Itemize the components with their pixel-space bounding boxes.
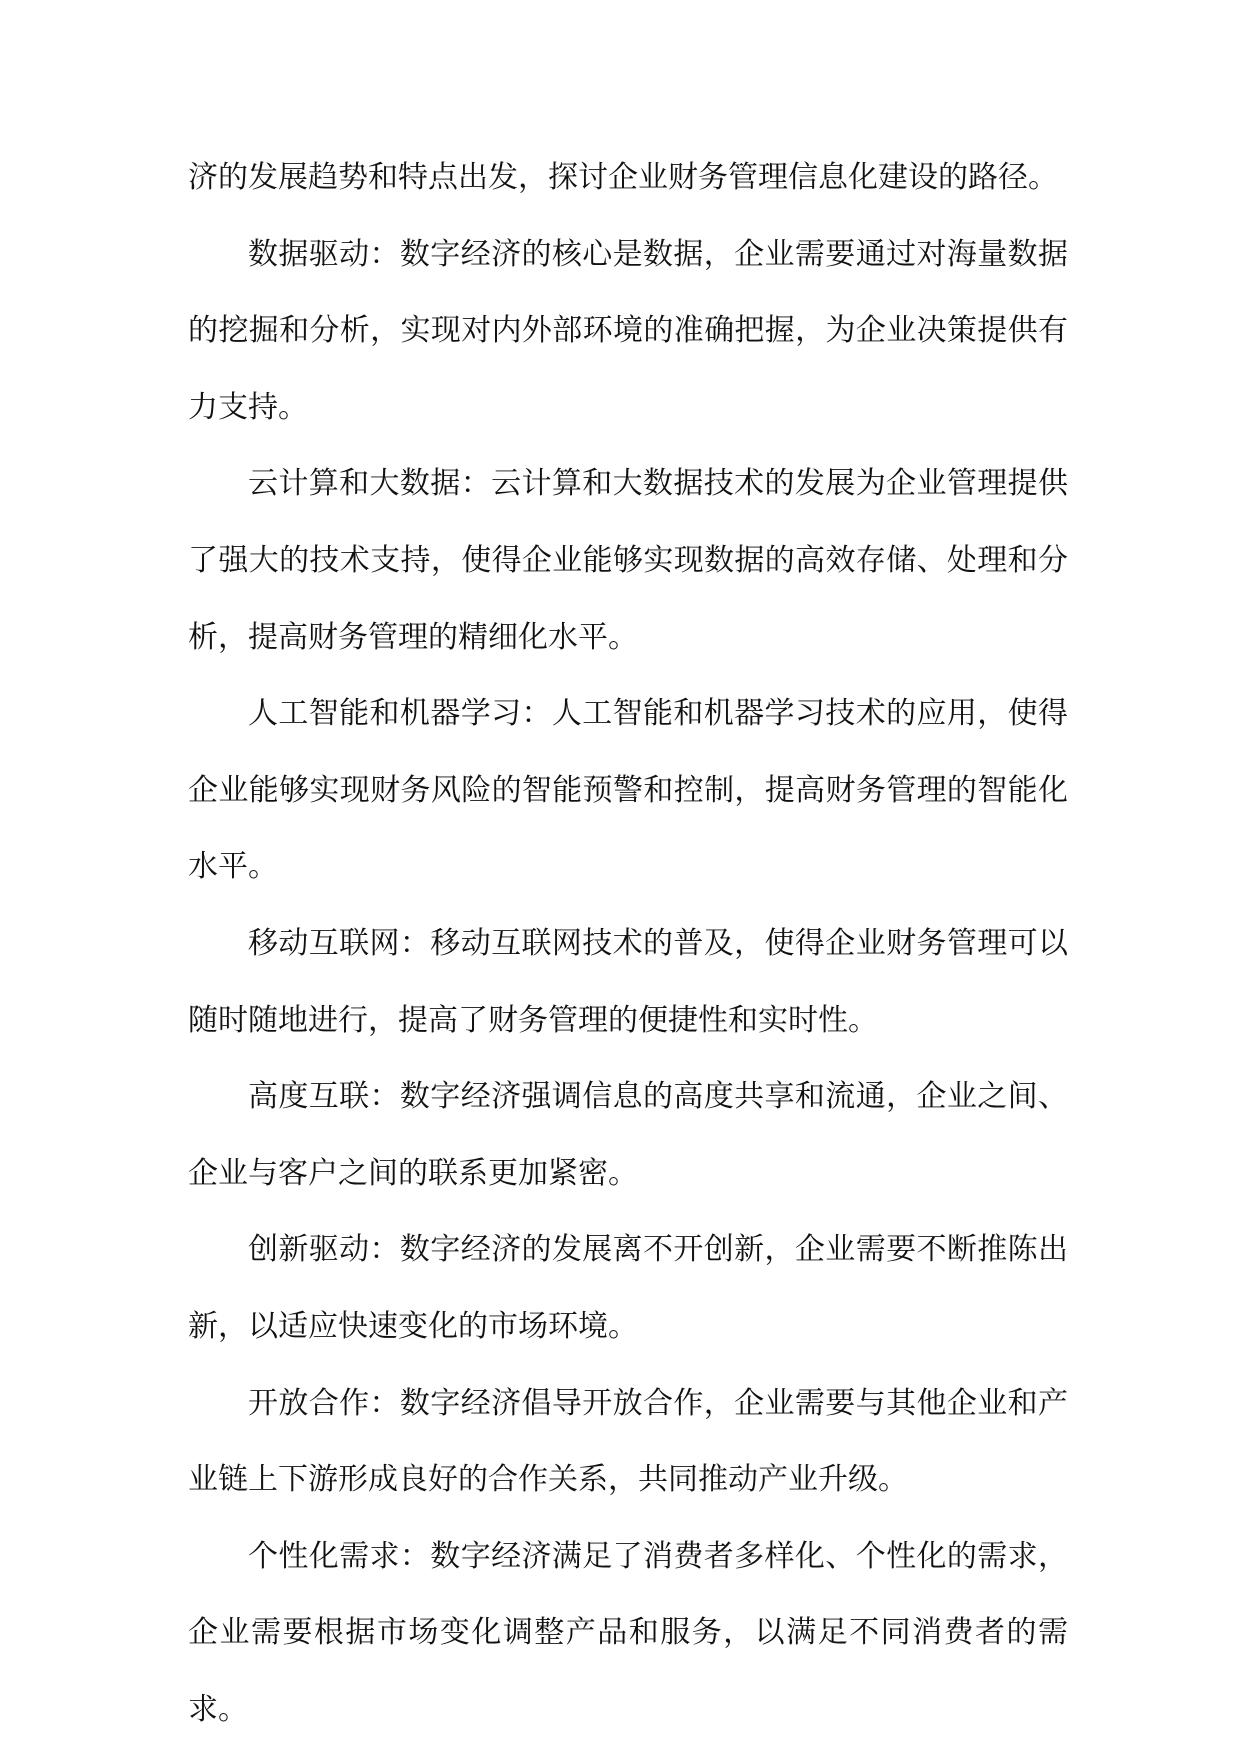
body-text — [188, 140, 1068, 1748]
paragraph-mobile-internet: 移动互联网：移动互联网技术的普及，使得企业财务管理可以随时随地进行，提高了财务管理的便捷性和实时性。 — [188, 925, 1068, 1038]
paragraph-cloud-big-data: 云计算和大数据：云计算和大数据技术的发展为企业管理提供了强大的技术支持，使得企业能够实现数据的高效存储、处理和分析，提高财务管理的精细化水平。 — [188, 466, 1068, 655]
paragraph-data-driven: 数据驱动：数字经济的核心是数据，企业需要通过对海量数据的挖掘和分析，实现对内外部环境的准确把握，为企业决策提供有力支持。 — [188, 236, 1068, 425]
paragraph-high-interconnection: 高度互联：数字经济强调信息的高度共享和流通，企业之间、企业与客户之间的联系更加紧密。 — [188, 1079, 1068, 1191]
paragraph-open-cooperation: 开放合作：数字经济倡导开放合作，企业需要与其他企业和产业链上下游形成良好的合作关系，共同推动产业升级。 — [188, 1385, 1068, 1498]
paragraph-personalized-demand: 个性化需求：数字经济满足了消费者多样化、个性化的需求，企业需要根据市场变化调整产品和服务，以满足不同消费者的需求。 — [188, 1538, 1068, 1727]
paragraph-innovation-driven: 创新驱动：数字经济的发展离不开创新，企业需要不断推陈出新，以适应快速变化的市场环境。 — [188, 1232, 1068, 1344]
paragraph-ai-ml: 人工智能和机器学习：人工智能和机器学习技术的应用，使得企业能够实现财务风险的智能预警和控制，提高财务管理的智能化水平。 — [188, 696, 1068, 885]
paragraph-continuation: 济的发展趋势和特点出发，探讨企业财务管理信息化建设的路径。 — [188, 160, 1058, 195]
